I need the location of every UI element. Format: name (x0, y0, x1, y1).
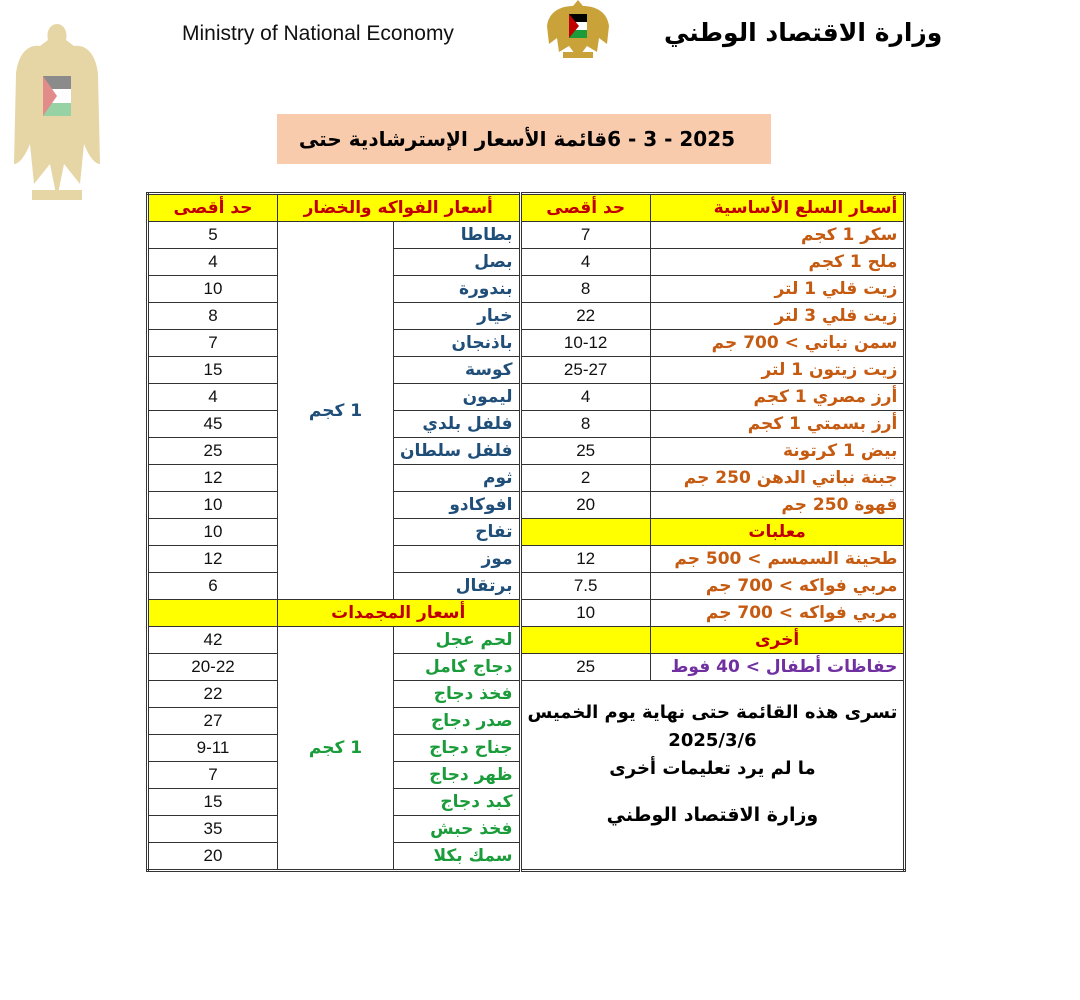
table-row (148, 194, 905, 222)
frozen-item-name: صدر دجاج (394, 708, 521, 735)
veg-price: 6 (148, 573, 278, 600)
table-row (148, 546, 905, 573)
frozen-item-name: سمك بكلا (394, 843, 521, 871)
basic-price: 8 (520, 276, 650, 303)
table-row (148, 681, 905, 708)
frozen-max-blank (148, 600, 278, 627)
palestine-eagle-emblem-icon (10, 14, 104, 204)
frozen-price: 15 (148, 789, 278, 816)
veg-price: 10 (148, 276, 278, 303)
table-row (148, 438, 905, 465)
table-row (148, 627, 905, 654)
other-max-blank (520, 627, 650, 654)
frozen-price: 35 (148, 816, 278, 843)
veg-price: 12 (148, 465, 278, 492)
veg-item-name: بصل (394, 249, 521, 276)
veg-item-name: ثوم (394, 465, 521, 492)
frozen-item-name: دجاج كامل (394, 654, 521, 681)
basic-item-name: بيض 1 كرتونة (650, 438, 905, 465)
table-row (148, 654, 905, 681)
veg-item-name: خيار (394, 303, 521, 330)
table-row (148, 600, 905, 627)
table-row (148, 222, 905, 249)
veg-price: 25 (148, 438, 278, 465)
basic-price: 4 (520, 249, 650, 276)
validity-notice (520, 681, 905, 871)
notice-line-2: ما لم يرد تعليمات أخرى (609, 758, 816, 779)
basic-item-name: جبنة نباتي الدهن 250 جم (650, 465, 905, 492)
basic-item-name: زيت قلي 1 لتر (650, 276, 905, 303)
frozen-item-name: ظهر دجاج (394, 762, 521, 789)
veg-price: 7 (148, 330, 278, 357)
table-row (148, 303, 905, 330)
price-list-title-text: قائمة الأسعار الإسترشادية حتى (298, 127, 608, 151)
other-price: 25 (520, 654, 650, 681)
table-row (148, 492, 905, 519)
basic-price: 8 (520, 411, 650, 438)
basic-price: 12 (520, 546, 650, 573)
table-row (148, 384, 905, 411)
canned-header: معلبات (650, 519, 905, 546)
frozen-item-name: لحم عجل (394, 627, 521, 654)
frozen-header: أسعار المجمدات (278, 600, 521, 627)
basic-price: 7.5 (520, 573, 650, 600)
frozen-unit: 1 كجم (278, 627, 394, 871)
veg-price: 15 (148, 357, 278, 384)
table-row (148, 330, 905, 357)
veg-item-name: فلفل بلدي (394, 411, 521, 438)
veg-item-name: ليمون (394, 384, 521, 411)
notice-date: 2025/3/6 (668, 730, 757, 751)
basic-item-name: أرز مصري 1 كجم (650, 384, 905, 411)
basic-price: 22 (520, 303, 650, 330)
frozen-price: 9-11 (148, 735, 278, 762)
veg-item-name: تفاح (394, 519, 521, 546)
other-item-name: حفاظات أطفال > 40 فوط (650, 654, 905, 681)
basic-price: 10-12 (520, 330, 650, 357)
frozen-price: 20 (148, 843, 278, 871)
basic-max-header: حد أقصى (520, 194, 650, 222)
ministry-english-title: Ministry of National Economy (182, 22, 454, 45)
table-row (148, 465, 905, 492)
table-row (148, 249, 905, 276)
frozen-item-name: فخذ دجاج (394, 681, 521, 708)
basic-item-name: سكر 1 كجم (650, 222, 905, 249)
table-row (148, 276, 905, 303)
basic-item-name: مربي فواكه > 700 جم (650, 600, 905, 627)
table-row (148, 519, 905, 546)
ministry-arabic-title: وزارة الاقتصاد الوطني (664, 18, 943, 47)
veg-price: 4 (148, 249, 278, 276)
canned-max-blank (520, 519, 650, 546)
veg-items-header: أسعار الفواكه والخضار (278, 194, 521, 222)
frozen-price: 27 (148, 708, 278, 735)
basic-price: 20 (520, 492, 650, 519)
veg-unit: 1 كجم (278, 222, 394, 600)
veg-item-name: برتقال (394, 573, 521, 600)
basic-item-name: زيت قلي 3 لتر (650, 303, 905, 330)
basic-item-name: زيت زيتون 1 لتر (650, 357, 905, 384)
table-row (148, 357, 905, 384)
basic-item-name: سمن نباتي > 700 جم (650, 330, 905, 357)
veg-price: 12 (148, 546, 278, 573)
basic-item-name: مربي فواكه > 700 جم (650, 573, 905, 600)
frozen-item-name: جناح دجاج (394, 735, 521, 762)
veg-price: 45 (148, 411, 278, 438)
basic-price: 25-27 (520, 357, 650, 384)
frozen-item-name: فخذ حبش (394, 816, 521, 843)
frozen-price: 42 (148, 627, 278, 654)
other-header: أخرى (650, 627, 905, 654)
frozen-price: 20-22 (148, 654, 278, 681)
basic-item-name: طحينة السمسم > 500 جم (650, 546, 905, 573)
basic-items-header: أسعار السلع الأساسية (650, 194, 905, 222)
basic-price: 7 (520, 222, 650, 249)
notice-line-1: تسرى هذه القائمة حتى نهاية يوم الخميس (527, 702, 898, 723)
veg-price: 5 (148, 222, 278, 249)
table-row (148, 411, 905, 438)
notice-signature: وزارة الاقتصاد الوطني (606, 804, 819, 826)
veg-item-name: كوسة (394, 357, 521, 384)
basic-price: 10 (520, 600, 650, 627)
basic-item-name: ملح 1 كجم (650, 249, 905, 276)
basic-price: 4 (520, 384, 650, 411)
veg-item-name: موز (394, 546, 521, 573)
frozen-price: 7 (148, 762, 278, 789)
frozen-item-name: كبد دجاج (394, 789, 521, 816)
price-list-date: 6 - 3 - 2025 (607, 127, 736, 151)
veg-price: 10 (148, 519, 278, 546)
basic-item-name: أرز بسمتي 1 كجم (650, 411, 905, 438)
veg-item-name: افوكادو (394, 492, 521, 519)
basic-price: 2 (520, 465, 650, 492)
price-table (146, 192, 906, 872)
veg-item-name: بندورة (394, 276, 521, 303)
veg-max-header: حد أقصى (148, 194, 278, 222)
basic-price: 25 (520, 438, 650, 465)
palestine-eagle-emblem-icon (543, 0, 613, 60)
veg-price: 8 (148, 303, 278, 330)
veg-item-name: فلفل سلطان (394, 438, 521, 465)
veg-item-name: باذنجان (394, 330, 521, 357)
veg-item-name: بطاطا (394, 222, 521, 249)
frozen-price: 22 (148, 681, 278, 708)
basic-item-name: قهوة 250 جم (650, 492, 905, 519)
veg-price: 4 (148, 384, 278, 411)
price-list-title (277, 114, 771, 164)
table-row (148, 573, 905, 600)
veg-price: 10 (148, 492, 278, 519)
